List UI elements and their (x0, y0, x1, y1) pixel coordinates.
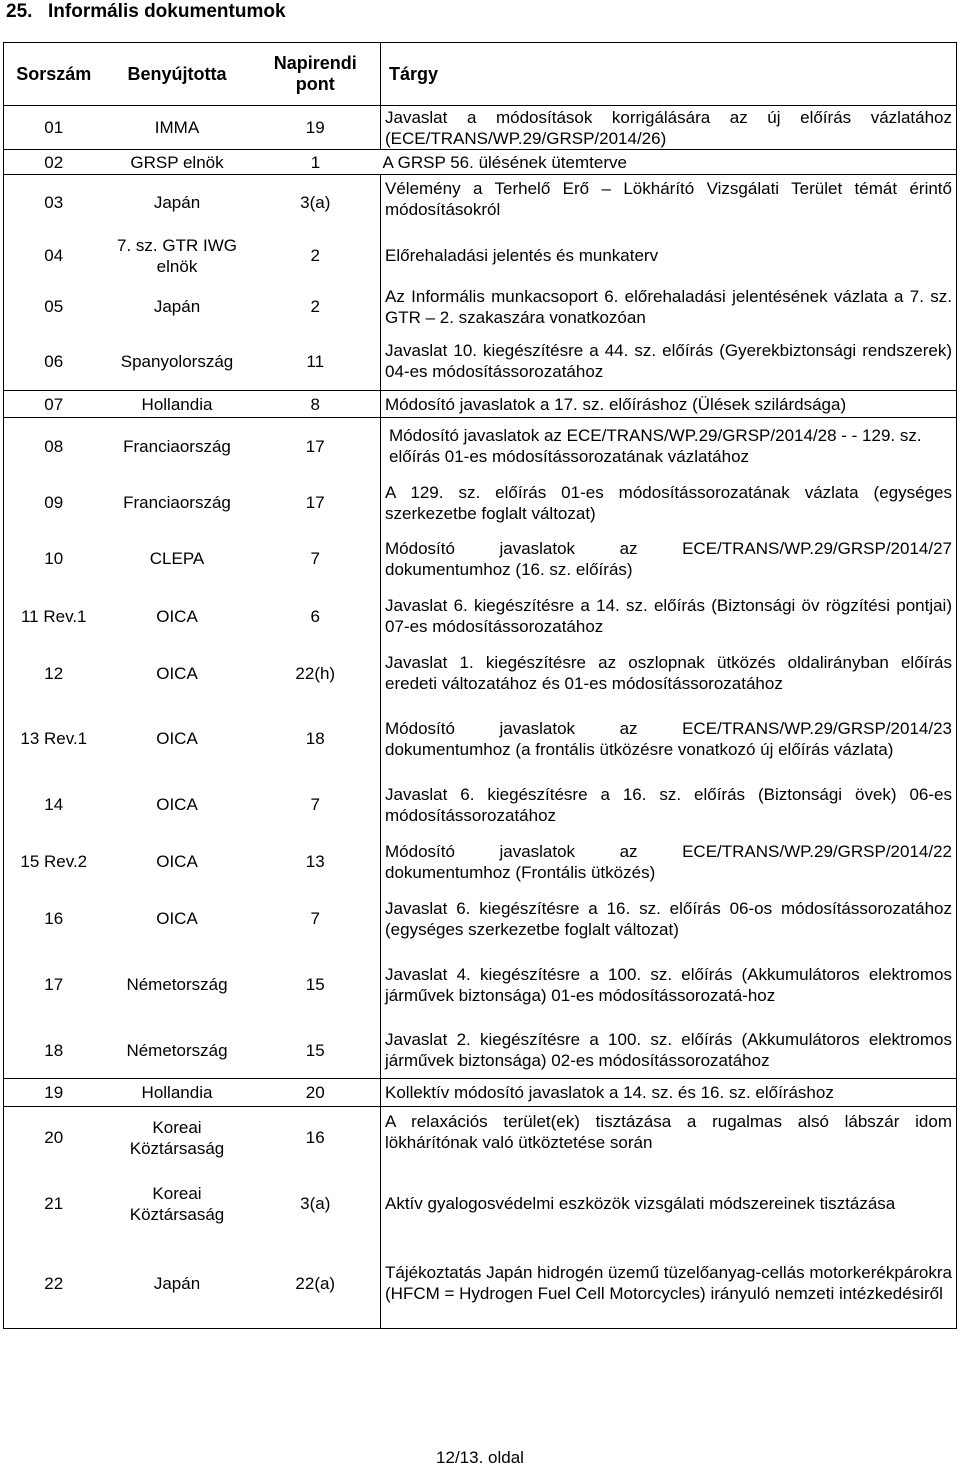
row-submitter: Hollandia (104, 1079, 251, 1107)
row-subject: Javaslat 6. kiegészítésre a 16. sz. előírás (Biztonsági övek) 06-es módosítássorozatához (381, 777, 957, 833)
row-subject: Tájékoztatás Japán hidrogén üzemű tüzelőanyag-cellás motorkerékpárokra (HFCM = Hydrogen Fuel Cell Motorcycles) irányuló nemzeti intézkedésiről (381, 1239, 957, 1329)
row-subject: Módosító javaslatok a 17. sz. előíráshoz (Ülések szilárdsága) (381, 391, 957, 418)
row-submitter: OICA (156, 852, 198, 871)
row-subject: Javaslat 6. kiegészítésre a 16. sz. előírás 06-os módosítássorozatához (egységes szerkezetbe foglalt változat) (381, 891, 957, 947)
row-no: 05 (4, 281, 104, 333)
table-row (4, 231, 957, 281)
row-no: 04 (4, 231, 104, 281)
row-subject: Javaslat a módosítások korrigálására az új előírás vázlatához (ECE/TRANS/WP.29/GRSP/2014/26) (381, 106, 957, 150)
row-no: 17 (4, 947, 104, 1023)
row-submitter: Németország (104, 1023, 251, 1079)
row-agenda: 19 (251, 106, 381, 150)
row-submitter: IMMA (104, 106, 251, 150)
row-submitter: OICA (156, 606, 198, 626)
row-agenda: 2 (251, 281, 381, 333)
row-submitter: Japán (153, 297, 201, 316)
table-row (4, 1169, 957, 1239)
row-agenda: 18 (251, 701, 381, 777)
row-agenda: 11 (251, 333, 381, 391)
row-subject: Módosító javaslatok az ECE/TRANS/WP.29/GRSP/2014/23 dokumentumhoz (a frontális ütközésre vonatkozó új előírás vázlata) (381, 701, 957, 777)
row-subject: Módosító javaslatok az ECE/TRANS/WP.29/GRSP/2014/27 dokumentumhoz (16. sz. előírás) (381, 531, 957, 587)
table-row (4, 891, 957, 947)
row-no: 09 (4, 475, 104, 531)
table-row (4, 333, 957, 391)
row-submitter: OICA (156, 663, 198, 683)
row-submitter: Koreai Köztársaság (104, 1107, 251, 1169)
table-row (4, 531, 957, 587)
row-no: 18 (4, 1023, 104, 1079)
row-agenda: 16 (251, 1107, 381, 1169)
table-row (4, 833, 957, 891)
row-agenda: 3(a) (251, 1169, 381, 1239)
table-row (4, 281, 957, 333)
header-agenda: Napirendi pont (251, 43, 381, 106)
table-row (4, 150, 957, 175)
row-subject: A 129. sz. előírás 01-es módosítássorozatának vázlata (egységes szerkezetbe foglalt változat) (381, 475, 957, 531)
row-subject: Javaslat 2. kiegészítésre a 100. sz. előírás (Akkumulátoros elektromos járművek biztonsága) 02-es módosítássorozatához (381, 1023, 957, 1079)
row-no: 07 (4, 391, 104, 418)
row-agenda: 13 (251, 833, 381, 891)
row-submitter: Franciaország (104, 418, 251, 475)
header-subject: Tárgy (381, 43, 957, 106)
row-subject: Az Informális munkacsoport 6. előrehaladási jelentésének vázlata a 7. sz. GTR – 2. szakaszára vonatkozóan (381, 281, 957, 333)
row-subject: Javaslat 4. kiegészítésre a 100. sz. előírás (Akkumulátoros elektromos járművek biztonsága) 01-es módosítássorozatá-hoz (381, 947, 957, 1023)
row-no: 19 (4, 1079, 104, 1107)
table-row (4, 1239, 957, 1329)
table-row (4, 646, 957, 701)
row-no: 15 Rev.2 (4, 833, 104, 891)
row-no: 01 (4, 106, 104, 150)
row-no: 13 Rev.1 (4, 701, 104, 777)
row-agenda: 6 (251, 587, 381, 646)
row-agenda: 7 (251, 891, 381, 947)
row-submitter: OICA (156, 909, 198, 928)
row-no: 22 (4, 1239, 104, 1329)
table-header-row (4, 43, 957, 106)
row-agenda: 8 (251, 391, 381, 418)
row-agenda: 22(a) (251, 1239, 381, 1329)
row-subject: Módosító javaslatok az ECE/TRANS/WP.29/GRSP/2014/22 dokumentumhoz (Frontális ütközés) (381, 833, 957, 891)
row-no: 02 (4, 150, 104, 175)
row-agenda: 1 (251, 150, 381, 175)
documents-table (3, 42, 957, 1329)
header-submitter: Benyújtotta (104, 43, 251, 106)
row-submitter: Japán (104, 175, 251, 231)
row-subject: Kollektív módosító javaslatok a 14. sz. és 16. sz. előíráshoz (381, 1079, 957, 1107)
row-no: 20 (4, 1107, 104, 1169)
row-submitter: CLEPA (149, 549, 205, 568)
header-no: Sorszám (4, 43, 104, 106)
row-no: 10 (4, 531, 104, 587)
row-submitter: Németország (126, 975, 228, 994)
page-number: 12/13. oldal (436, 1448, 524, 1467)
row-submitter: 7. sz. GTR IWG elnök (117, 235, 237, 276)
row-submitter: OICA (156, 795, 198, 814)
row-agenda: 20 (251, 1079, 381, 1107)
row-agenda: 15 (251, 1023, 381, 1079)
table-row (4, 947, 957, 1023)
row-agenda: 15 (251, 947, 381, 1023)
row-no: 21 (4, 1169, 104, 1239)
section-number: 25. (6, 1, 33, 22)
row-submitter: Spanyolország (104, 333, 251, 391)
row-agenda: 22(h) (251, 646, 381, 701)
row-no: 14 (4, 777, 104, 833)
row-subject: Javaslat 6. kiegészítésre a 14. sz. előírás (Biztonsági öv rögzítési pontjai) 07-es módosítássorozatához (381, 587, 957, 646)
row-agenda: 7 (251, 777, 381, 833)
row-no: 03 (4, 175, 104, 231)
row-subject: Javaslat 1. kiegészítésre az oszlopnak ütközés oldalirányban előírás eredeti változatához és 01-es módosítássorozatához (381, 646, 957, 701)
section-heading (6, 1, 286, 23)
table-row (4, 1107, 957, 1169)
row-no: 16 (4, 891, 104, 947)
row-subject: Aktív gyalogosvédelmi eszközök vizsgálati módszereinek tisztázása (381, 1169, 957, 1239)
row-subject: Javaslat 10. kiegészítésre a 44. sz. előírás (Gyerekbiztonsági rendszerek) 04-es módosítássorozatához (381, 333, 957, 391)
table-row (4, 175, 957, 231)
row-submitter: Japán (104, 1239, 251, 1329)
row-submitter: GRSP elnök (104, 150, 251, 175)
row-no: 06 (4, 333, 104, 391)
row-no: 08 (4, 418, 104, 475)
table-row (4, 418, 957, 475)
table-row (4, 106, 957, 150)
row-submitter: Koreai Köztársaság (129, 1183, 225, 1224)
row-subject: Vélemény a Terhelő Erő – Lökhárító Vizsgálati Terület témát érintő módosításokról (381, 175, 957, 231)
row-agenda: 17 (251, 418, 381, 475)
table-row (4, 391, 957, 418)
table-row (4, 777, 957, 833)
row-agenda: 3(a) (251, 175, 381, 231)
row-submitter: OICA (156, 729, 198, 748)
table-row (4, 1079, 957, 1107)
row-agenda: 7 (251, 531, 381, 587)
row-subject: A relaxációs terület(ek) tisztázása a rugalmas alsó lábszár idom lökhárítónak való ütköztetése során (381, 1107, 957, 1169)
row-agenda: 17 (251, 475, 381, 531)
row-subject: Módosító javaslatok az ECE/TRANS/WP.29/GRSP/2014/28 - - 129. sz. előírás 01-es módosítássorozatának vázlatához (381, 418, 957, 475)
table-row (4, 475, 957, 531)
row-no: 11 Rev.1 (4, 587, 104, 646)
row-subject: A GRSP 56. ülésének ütemterve (381, 150, 957, 175)
row-agenda: 2 (251, 231, 381, 281)
row-subject: Előrehaladási jelentés és munkaterv (381, 231, 957, 281)
row-no: 12 (4, 646, 104, 701)
row-submitter: Franciaország (123, 493, 231, 512)
row-submitter: Hollandia (104, 391, 251, 418)
table-row (4, 587, 957, 646)
section-title: Informális dokumentumok (48, 1, 286, 22)
table-row (4, 1023, 957, 1079)
table-row (4, 701, 957, 777)
